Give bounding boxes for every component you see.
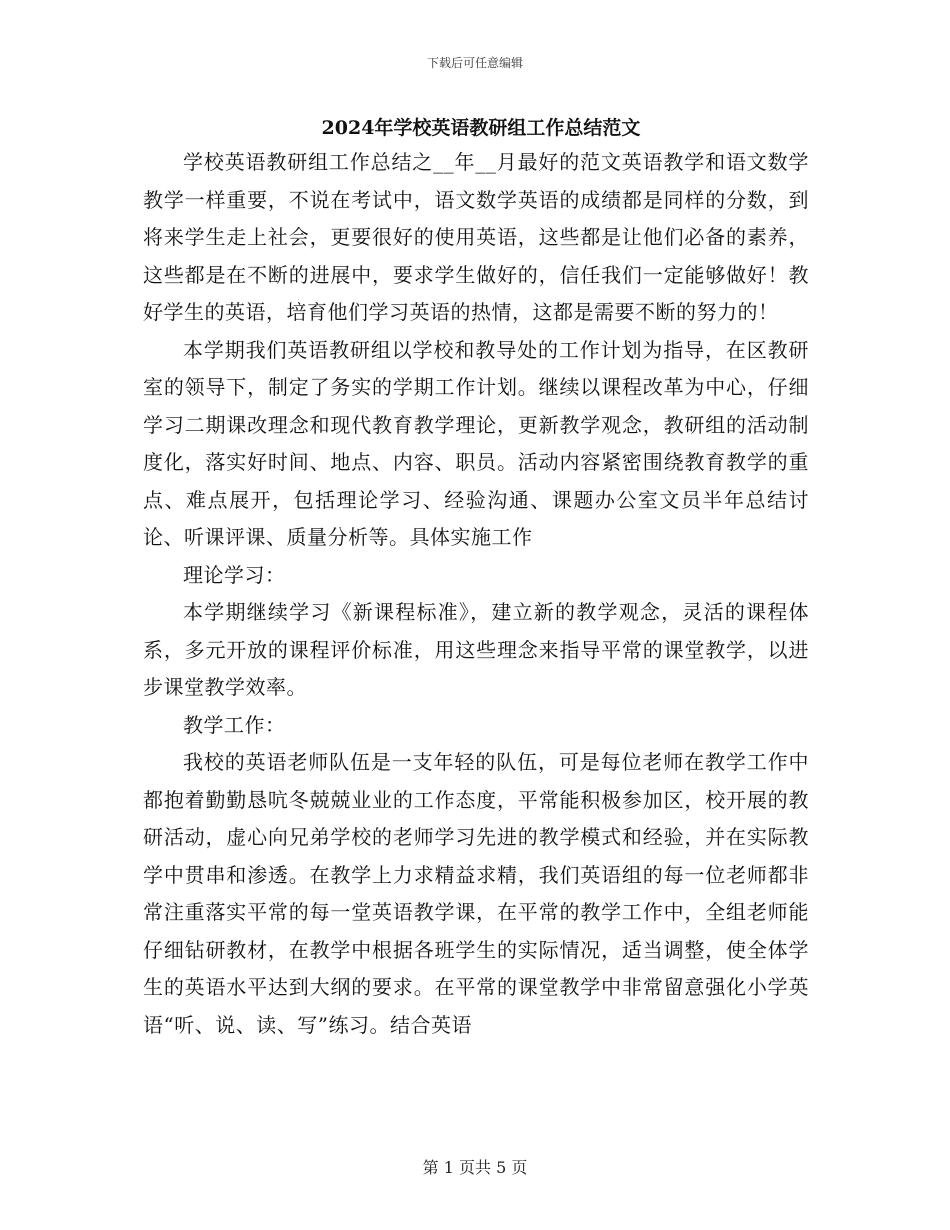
page-header-note: 下载后可任意编辑 [426,56,523,70]
page-number: 第 1 页共 5 页 [422,1158,528,1177]
paragraph-teaching: 我校的英语老师队伍是一支年轻的队伍，可是每位老师在教学工作中都抱着勤勤恳吭冬兢兢业业的工作态度，平常能积极参加区，校开展的教研活动，虚心向兄弟学校的老师学习先进的教学模式和经验，并在实际教学中贯串和渗透。在教学上力求精益求精，我们英语组的每一位老师都非常注重落实平常的每一堂英语教学课，在平常的教学工作中，全组老师能仔细钻研教材，在教学中根据各班学生的实际情况，适当调整，使全体学生的英语水平达到大纲的要求。在平常的课堂教学中非常留意强化小学英语“听、说、读、写”练习。结合英语 [143,750,809,1037]
section-heading-teaching: 教学工作： [183,712,286,737]
paragraph-intro: 学校英语教研组工作总结之__年__月最好的范文英语教学和语文数学教学一样重要，不说在考试中，语文数学英语的成绩都是同样的分数，到将来学生走上社会，更要很好的使用英语，这些都是让他们必备的素养，这些都是在不断的进展中，要求学生做好的，信任我们一定能够做好！教好学生的英语，培育他们学习英语的热情，这都是需要不断的努力的！ [143,150,809,324]
document-body [143,112,809,1044]
section-heading-theory: 理论学习： [183,562,286,587]
paragraph-plan: 本学期我们英语教研组以学校和教导处的工作计划为指导，在区教研室的领导下，制定了务实的学期工作计划。继续以课程改革为中心，仔细学习二期课改理念和现代教育教学理论，更新教学观念，教研组的活动制度化，落实好时间、地点、内容、职员。活动内容紧密围绕教育教学的重点、难点展开，包括理论学习、经验沟通、课题办公室文员半年总结讨论、听课评课、质量分析等。具体实施工作 [143,337,809,549]
paragraph-theory: 本学期继续学习《新课程标准》，建立新的教学观念，灵活的课程体系，多元开放的课程评价标准，用这些理念来指导平常的课堂教学，以进步课堂教学效率。 [143,600,809,699]
document-title: 2024年学校英语教研组工作总结范文 [321,117,641,139]
